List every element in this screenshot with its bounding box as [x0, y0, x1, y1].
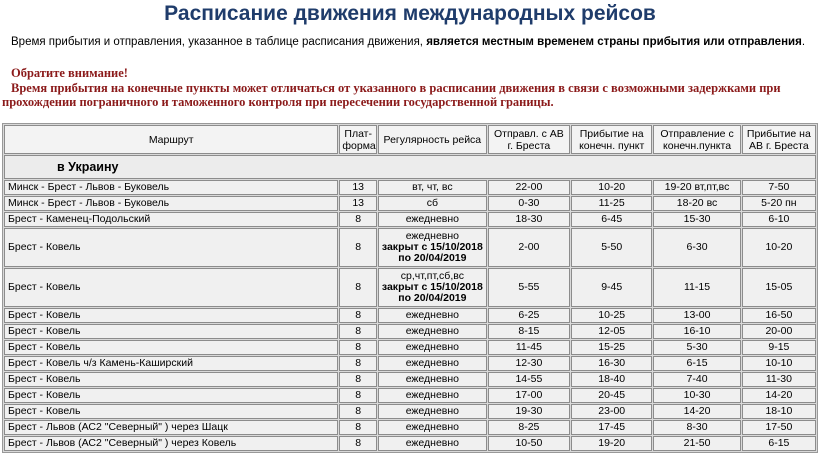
table-row [4, 268, 816, 307]
arrival-final-cell: 15-25 [571, 340, 652, 355]
header-regularity: Регулярность рейса [378, 125, 487, 154]
table-row [4, 228, 816, 267]
schedule-table [2, 123, 818, 453]
departure-brest-cell: 12-30 [488, 356, 570, 371]
platform-cell: 8 [339, 388, 377, 403]
intro-text [11, 36, 805, 48]
table-row [4, 196, 816, 211]
regularity-text: ежедневно [405, 230, 460, 242]
route-cell: Брест - Ковель [4, 340, 338, 355]
header-departure-brest: Отправл. с АВ г. Бреста [488, 125, 570, 154]
table-row [4, 308, 816, 323]
closure-note: закрыт с 15/10/2018 по 20/04/2019 [381, 281, 483, 304]
arrival-brest-cell: 7-50 [742, 180, 816, 195]
departure-brest-cell: 5-55 [488, 268, 570, 307]
arrival-final-cell: 5-50 [571, 228, 652, 267]
departure-final-cell: 8-30 [653, 420, 740, 435]
table-row [4, 324, 816, 339]
route-cell: Брест - Ковель [4, 404, 338, 419]
regularity-cell: ежедневно [378, 388, 487, 403]
platform-cell: 8 [339, 372, 377, 387]
departure-brest-cell: 2-00 [488, 228, 570, 267]
intro-prefix: Время прибытия и отправления, указанное в таблице расписания движения, [11, 36, 427, 48]
regularity-text: ср,чт,пт,сб,вс [400, 270, 464, 282]
departure-final-cell: 21-50 [653, 436, 740, 451]
platform-cell: 13 [339, 180, 377, 195]
arrival-final-cell: 18-40 [571, 372, 652, 387]
departure-final-cell: 6-30 [653, 228, 740, 267]
regularity-cell: ежедневно [378, 324, 487, 339]
table-row [4, 212, 816, 227]
header-arrival-final: Прибытие на конечн. пункт [571, 125, 652, 154]
departure-brest-cell: 22-00 [488, 180, 570, 195]
arrival-brest-cell: 17-50 [742, 420, 816, 435]
platform-cell: 8 [339, 212, 377, 227]
platform-cell: 8 [339, 324, 377, 339]
table-row [4, 420, 816, 435]
arrival-final-cell: 17-45 [571, 420, 652, 435]
table-row [4, 436, 816, 451]
departure-brest-cell: 17-00 [488, 388, 570, 403]
departure-final-cell: 15-30 [653, 212, 740, 227]
platform-cell: 8 [339, 356, 377, 371]
notice-heading: Обратите внимание! [11, 66, 128, 80]
route-cell: Брест - Ковель [4, 372, 338, 387]
route-cell: Минск - Брест - Львов - Буковель [4, 180, 338, 195]
departure-brest-cell: 19-30 [488, 404, 570, 419]
arrival-brest-cell: 10-10 [742, 356, 816, 371]
arrival-final-cell: 23-00 [571, 404, 652, 419]
departure-final-cell: 11-15 [653, 268, 740, 307]
platform-cell: 13 [339, 196, 377, 211]
header-departure-final: Отправление с конечн.пункта [653, 125, 740, 154]
departure-brest-cell: 8-15 [488, 324, 570, 339]
platform-cell: 8 [339, 340, 377, 355]
platform-cell: 8 [339, 268, 377, 307]
platform-cell: 8 [339, 436, 377, 451]
departure-final-cell: 10-30 [653, 388, 740, 403]
regularity-cell [378, 268, 487, 307]
arrival-brest-cell: 11-30 [742, 372, 816, 387]
route-cell: Брест - Ковель [4, 228, 338, 267]
regularity-cell: ежедневно [378, 372, 487, 387]
arrival-brest-cell: 16-50 [742, 308, 816, 323]
page-title: Расписание движения международных рейсов [164, 2, 656, 25]
route-cell: Брест - Львов (АС2 "Северный" ) через Ковель [4, 436, 338, 451]
regularity-cell: ежедневно [378, 356, 487, 371]
regularity-cell: вт, чт, вс [378, 180, 487, 195]
departure-final-cell: 18-20 вс [653, 196, 740, 211]
regularity-cell: ежедневно [378, 212, 487, 227]
departure-brest-cell: 10-50 [488, 436, 570, 451]
platform-cell: 8 [339, 228, 377, 267]
intro-suffix: . [801, 36, 806, 48]
regularity-cell [378, 228, 487, 267]
regularity-cell: ежедневно [378, 308, 487, 323]
arrival-brest-cell: 5-20 пн [742, 196, 816, 211]
table-row [4, 180, 816, 195]
notice-body: Время прибытия на конечные пункты может отличаться от указанного в расписании движения в связи с возможными задержками при прохождении пограничного и таможенного контроля при пересечении государственной границы. [2, 81, 781, 109]
departure-brest-cell: 0-30 [488, 196, 570, 211]
departure-brest-cell: 8-25 [488, 420, 570, 435]
route-cell: Брест - Ковель [4, 268, 338, 307]
departure-final-cell: 19-20 вт,пт,вс [653, 180, 740, 195]
route-cell: Брест - Ковель [4, 324, 338, 339]
arrival-final-cell: 20-45 [571, 388, 652, 403]
arrival-brest-cell: 18-10 [742, 404, 816, 419]
arrival-brest-cell: 9-15 [742, 340, 816, 355]
header-route: Маршрут [4, 125, 338, 154]
departure-brest-cell: 11-45 [488, 340, 570, 355]
regularity-cell: ежедневно [378, 404, 487, 419]
closure-note: закрыт с 15/10/2018 по 20/04/2019 [381, 241, 483, 264]
table-row [4, 356, 816, 371]
regularity-cell: ежедневно [378, 340, 487, 355]
departure-final-cell: 6-15 [653, 356, 740, 371]
arrival-brest-cell: 6-10 [742, 212, 816, 227]
arrival-final-cell: 16-30 [571, 356, 652, 371]
departure-final-cell: 16-10 [653, 324, 740, 339]
arrival-brest-cell: 14-20 [742, 388, 816, 403]
arrival-brest-cell: 15-05 [742, 268, 816, 307]
arrival-brest-cell: 10-20 [742, 228, 816, 267]
departure-final-cell: 14-20 [653, 404, 740, 419]
arrival-brest-cell: 20-00 [742, 324, 816, 339]
header-platform: Плат-форма [339, 125, 377, 154]
table-row [4, 372, 816, 387]
route-cell: Брест - Львов (АС2 "Северный" ) через Шацк [4, 420, 338, 435]
departure-brest-cell: 6-25 [488, 308, 570, 323]
departure-brest-cell: 14-55 [488, 372, 570, 387]
departure-final-cell: 7-40 [653, 372, 740, 387]
arrival-final-cell: 12-05 [571, 324, 652, 339]
arrival-final-cell: 9-45 [571, 268, 652, 307]
intro-bold: является местным временем страны прибытия или отправления [426, 36, 802, 48]
arrival-final-cell: 19-20 [571, 436, 652, 451]
route-cell: Минск - Брест - Львов - Буковель [4, 196, 338, 211]
arrival-final-cell: 11-25 [571, 196, 652, 211]
arrival-final-cell: 10-20 [571, 180, 652, 195]
section-row [4, 155, 816, 179]
regularity-cell: ежедневно [378, 420, 487, 435]
regularity-cell: ежедневно [378, 436, 487, 451]
platform-cell: 8 [339, 404, 377, 419]
departure-brest-cell: 18-30 [488, 212, 570, 227]
departure-final-cell: 13-00 [653, 308, 740, 323]
departure-final-cell: 5-30 [653, 340, 740, 355]
table-row [4, 404, 816, 419]
route-cell: Брест - Ковель [4, 308, 338, 323]
route-cell: Брест - Ковель ч/з Камень-Каширский [4, 356, 338, 371]
route-cell: Брест - Каменец-Подольский [4, 212, 338, 227]
arrival-brest-cell: 6-15 [742, 436, 816, 451]
arrival-final-cell: 10-25 [571, 308, 652, 323]
platform-cell: 8 [339, 420, 377, 435]
section-label: в Украину [4, 155, 816, 179]
table-row [4, 388, 816, 403]
table-header-row [4, 125, 816, 154]
arrival-final-cell: 6-45 [571, 212, 652, 227]
regularity-cell: сб [378, 196, 487, 211]
table-row [4, 340, 816, 355]
route-cell: Брест - Ковель [4, 388, 338, 403]
platform-cell: 8 [339, 308, 377, 323]
header-arrival-brest: Прибытие на АВ г. Бреста [742, 125, 816, 154]
